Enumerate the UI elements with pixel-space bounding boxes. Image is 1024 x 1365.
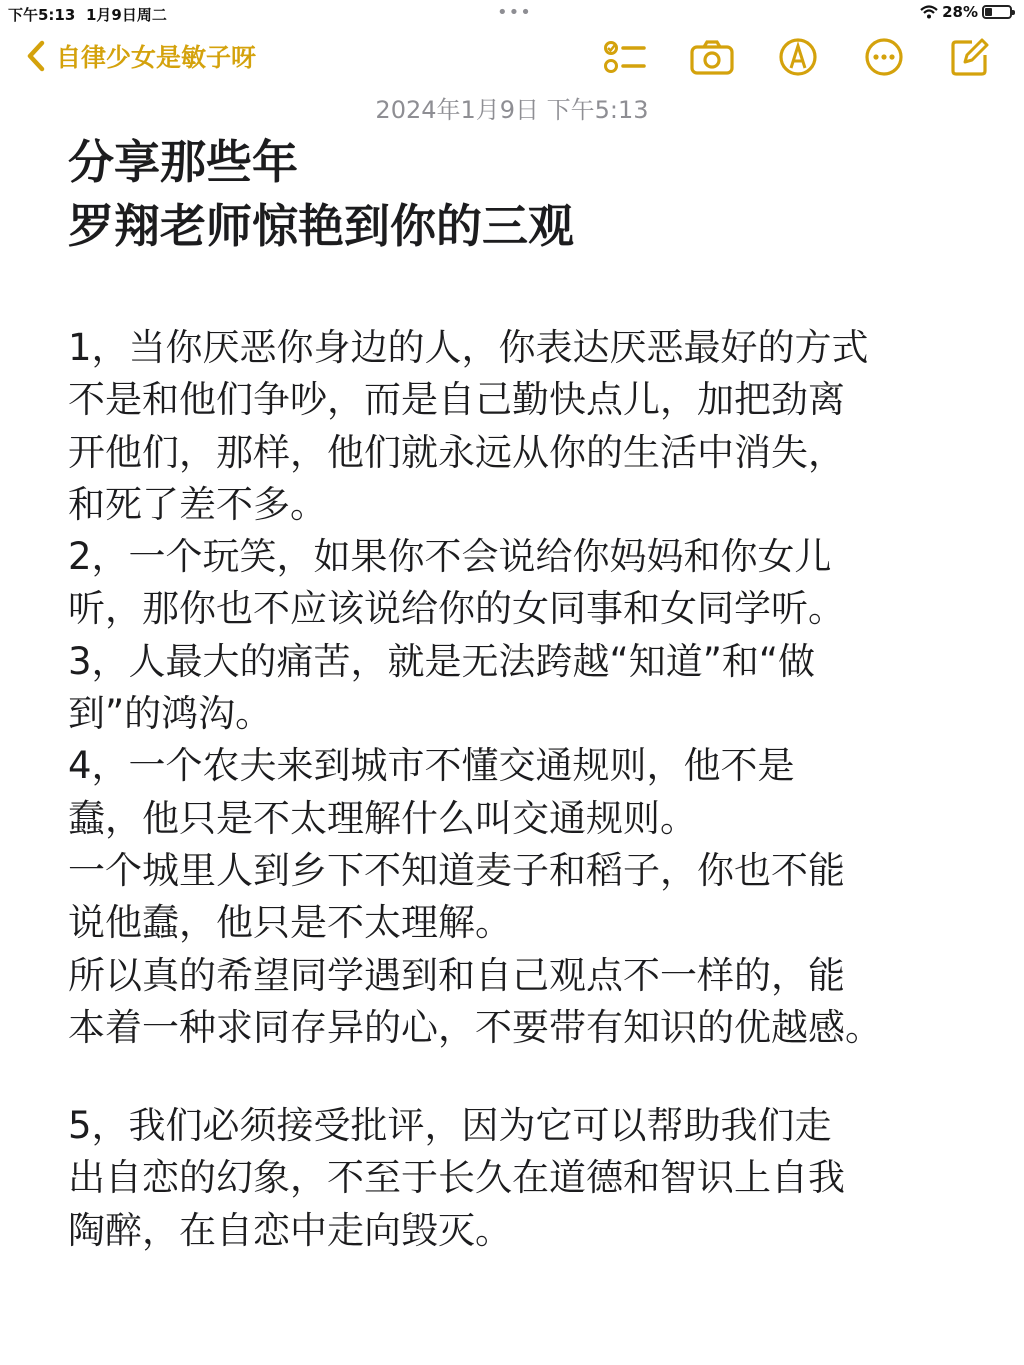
note-line: 1，当你厌恶你身边的人，你表达厌恶最好的方式 [68,326,869,369]
note-title-line: 分享那些年 [68,135,298,189]
markup-button[interactable] [774,36,822,78]
status-bar [0,0,1024,28]
compose-icon [950,37,990,77]
note-line: 5，我们必须接受批评，因为它可以帮助我们走 [68,1104,832,1148]
note-line: 4，一个农夫来到城市不懂交通规则，他不是 [68,744,795,788]
wifi-icon [920,5,938,19]
status-indicators [920,3,1012,21]
note-body[interactable] [68,322,988,1257]
note-line: 听，那你也不应该说给你的女同事和女同学听。 [68,587,845,631]
note-line: 说他蠢，他只是不太理解。 [68,901,512,945]
note-title-line: 罗翔老师惊艳到你的三观 [68,199,574,253]
camera-icon [690,39,734,75]
note-line: 一个城里人到乡下不知道麦子和稻子，你也不能 [68,848,845,892]
note-line: 不是和他们争吵，而是自己勤快点儿，加把劲离 [68,378,845,422]
more-button[interactable] [860,36,908,78]
note-title[interactable] [68,130,968,258]
note-line: 3，人最大的痛苦，就是无法跨越“知道”和“做 [68,639,816,683]
note-paragraph [68,531,988,636]
back-button[interactable] [26,38,256,74]
battery-icon [982,5,1012,19]
note-line: 2，一个玩笑，如果你不会说给你妈妈和你女儿 [68,535,832,579]
checklist-button[interactable] [602,36,650,78]
chevron-left-icon [26,40,46,72]
status-time: 下午5:13 [8,6,76,24]
note-line: 和死了差不多。 [68,482,327,526]
note-line: 到”的鸿沟。 [68,692,273,736]
back-button-label: 自律少女是敏子呀 [56,43,257,72]
toolbar [602,36,994,78]
more-icon [864,37,904,77]
markup-pen-icon [778,37,818,77]
note-date: 2024年1月9日 下午5:13 [375,96,649,124]
camera-button[interactable] [688,36,736,78]
note-line: 出自恋的幻象，不至于长久在道德和智识上自我 [68,1156,845,1200]
note-paragraph [68,636,988,741]
blank-line [68,1054,988,1100]
battery-level [985,8,992,16]
note-line: 所以真的希望同学遇到和自己观点不一样的，能 [68,953,845,997]
note-paragraph [68,322,988,531]
multitasking-dots-icon[interactable]: ••• [497,2,532,23]
nav-bar [0,30,1024,86]
note-line: 开他们，那样，他们就永远从你的生活中消失， [68,430,845,474]
battery-percent: 28% [942,3,978,21]
note-line: 蠢，他只是不太理解什么叫交通规则。 [68,796,697,840]
checklist-icon [604,39,648,75]
compose-button[interactable] [946,36,994,78]
note-line: 陶醉，在自恋中走向毁灭。 [68,1208,512,1252]
note-paragraph [68,1100,988,1257]
note-line: 本着一种求同存异的心，不要带有知识的优越感。 [68,1005,882,1049]
note-paragraph [68,740,988,1054]
status-date: 1月9日周二 [86,6,167,24]
